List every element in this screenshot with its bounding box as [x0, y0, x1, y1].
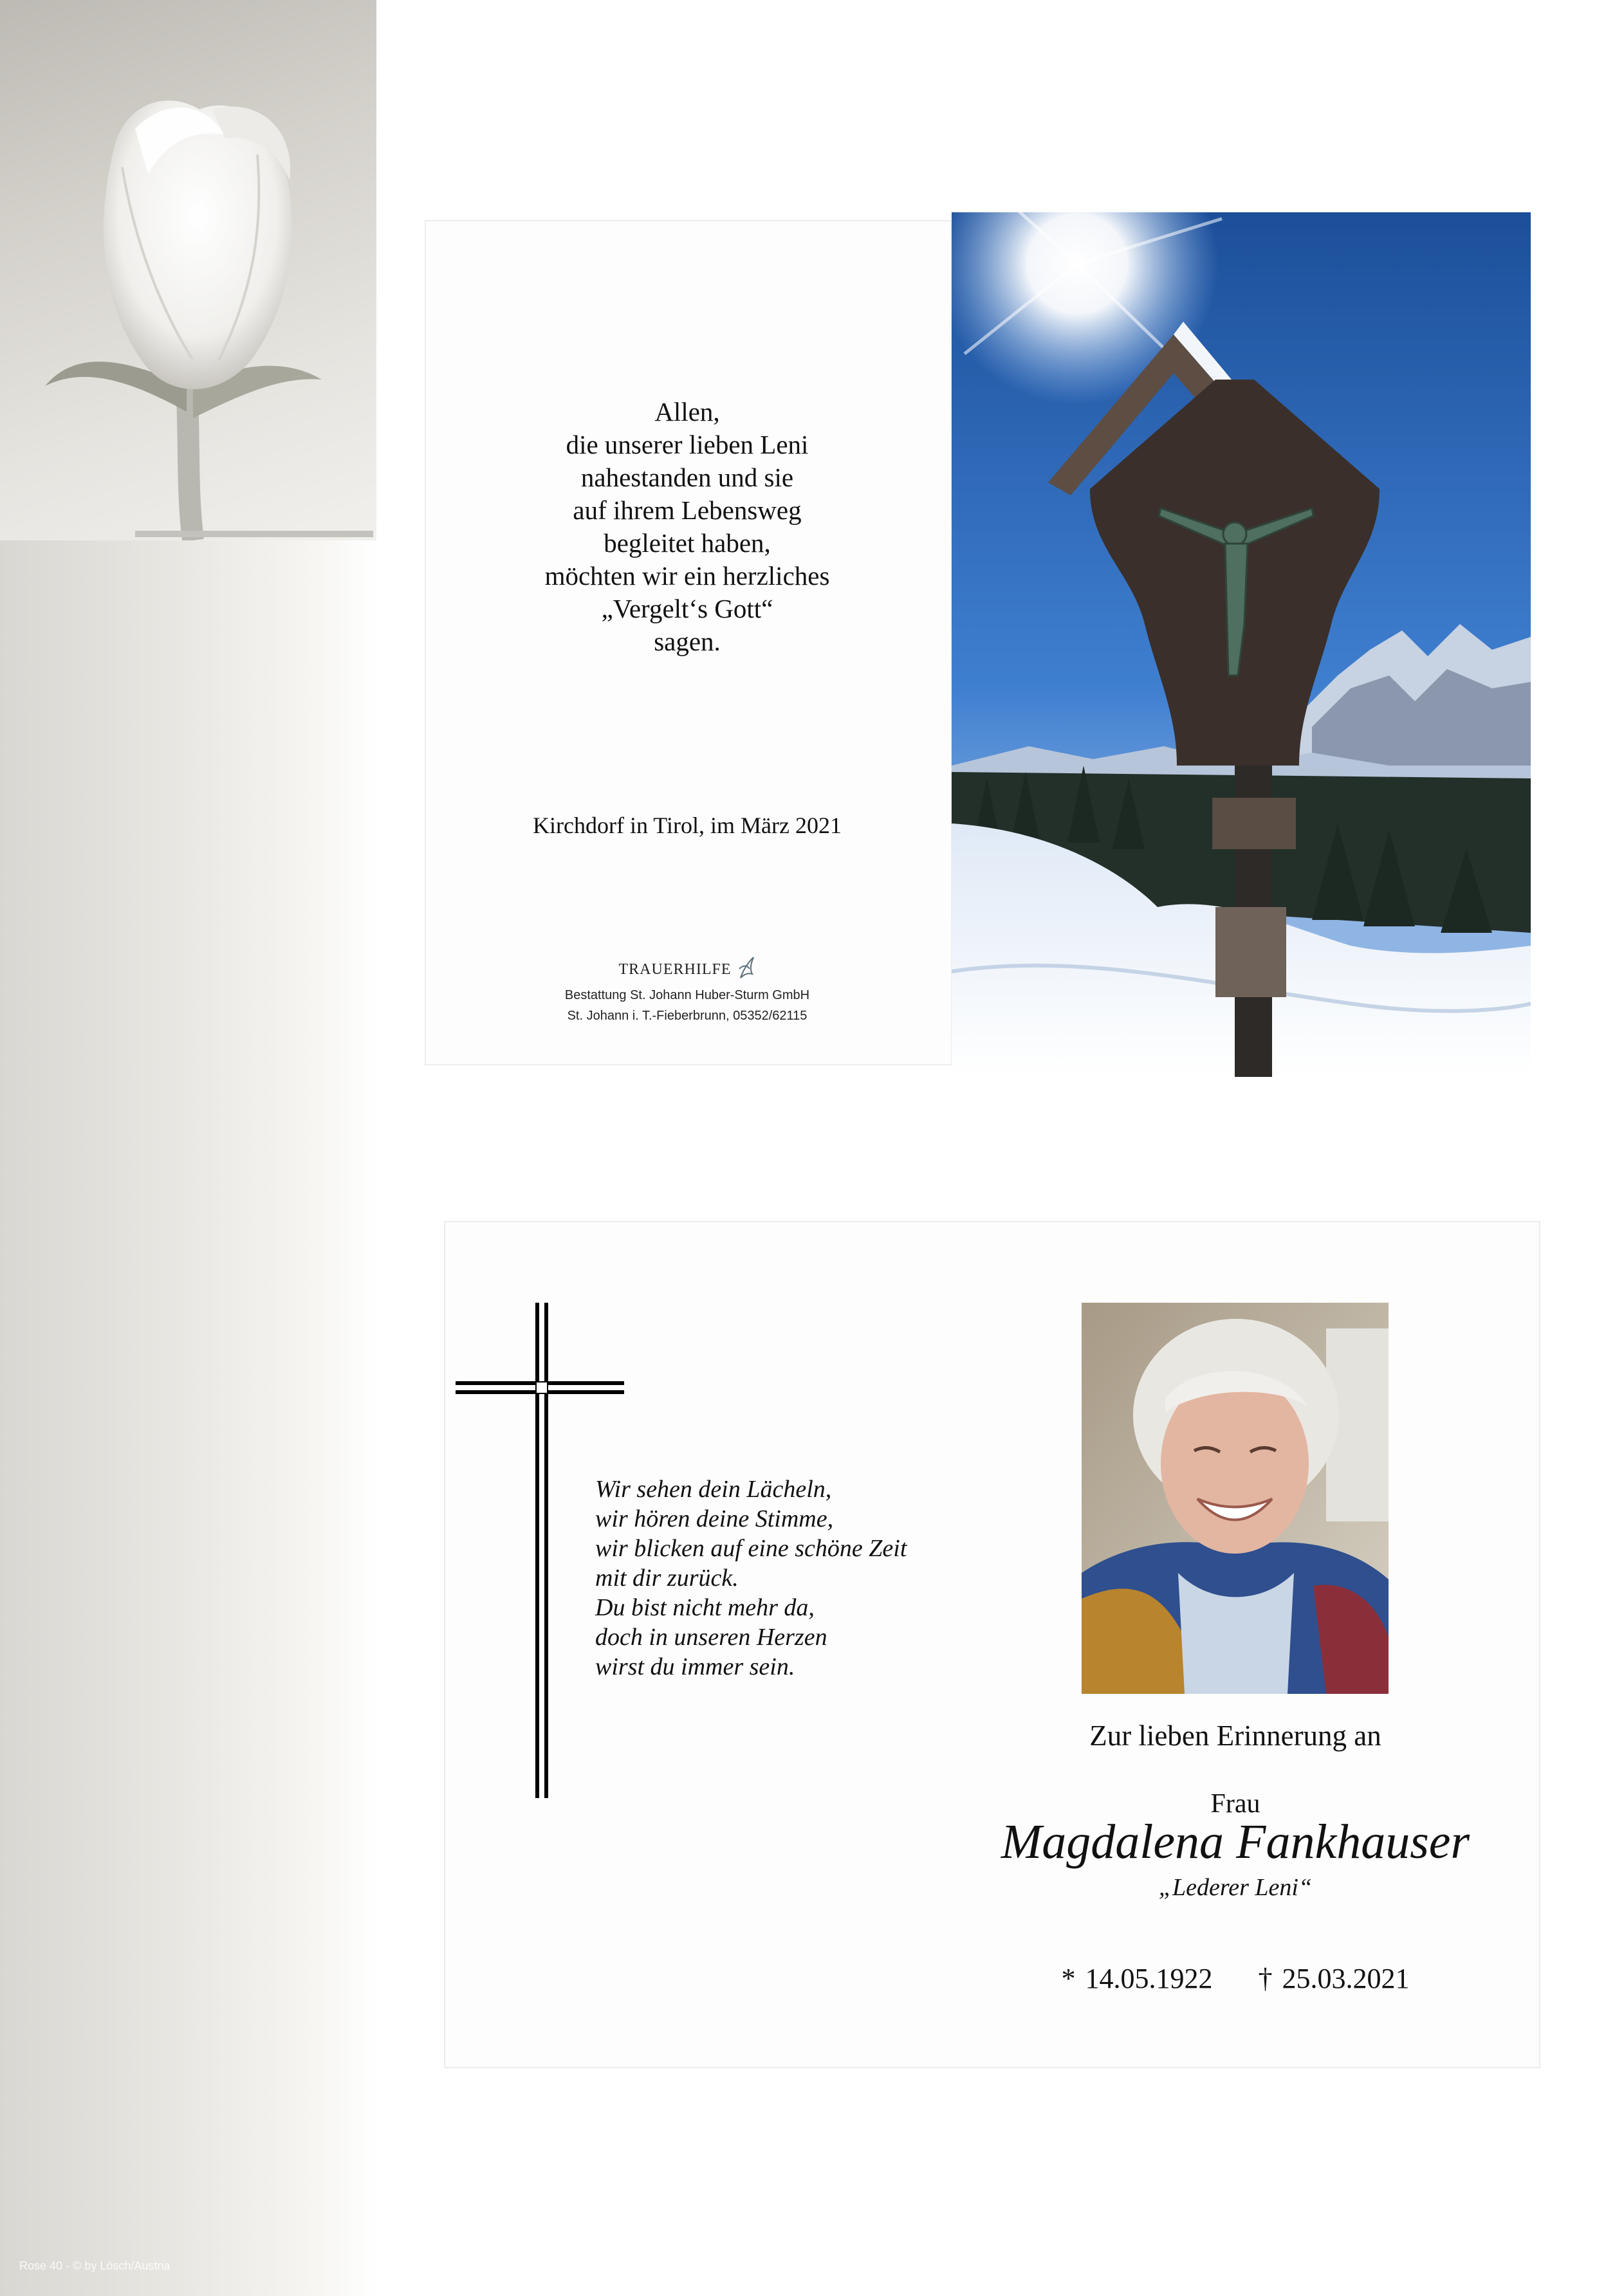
poem-line: Wir sehen dein Lächeln,	[595, 1476, 832, 1503]
funeral-home-name: TRAUERHILFE	[618, 961, 732, 978]
rose-image	[0, 0, 376, 540]
place-date: Kirchdorf in Tirol, im März 2021	[533, 813, 842, 838]
thanks-line: auf ihrem Lebensweg	[573, 495, 802, 525]
thank-you-text	[425, 396, 950, 658]
memorial-title: Zur lieben Erinnerung an	[1089, 1720, 1381, 1752]
poem-line: Du bist nicht mehr da,	[595, 1594, 815, 1621]
decorative-sidebar	[0, 0, 376, 2296]
salutation: Frau	[1210, 1789, 1260, 1819]
dove-icon	[737, 955, 756, 985]
death-date: † 25.03.2021	[1258, 1963, 1410, 1994]
copyright-notice: Rose 40 - © by Lösch/Austria	[19, 2259, 171, 2272]
memorial-poem	[595, 1474, 907, 1682]
poem-line: wir blicken auf eine schöne Zeit	[595, 1535, 907, 1562]
wayside-cross-photo	[952, 212, 1531, 1077]
portrait-photo	[1082, 1303, 1389, 1694]
thanks-line: sagen.	[654, 627, 721, 656]
poem-line: mit dir zurück.	[595, 1565, 739, 1592]
poem-line: wir hören deine Stimme,	[595, 1505, 834, 1532]
funeral-home-brand	[619, 955, 756, 985]
thanks-line: nahestanden und sie	[580, 463, 794, 492]
deceased-name: Magdalena Fankhauser	[1001, 1815, 1470, 1869]
funeral-home-company: Bestattung St. Johann Huber-Sturm GmbH	[564, 988, 810, 1002]
deceased-nickname: „Lederer Leni“	[1158, 1874, 1313, 1901]
thanks-line: die unserer lieben Leni	[566, 430, 809, 459]
funeral-home-info	[425, 955, 950, 1026]
funeral-home-address: St. Johann i. T.-Fieberbrunn, 05352/62115	[567, 1009, 808, 1023]
birth-date: * 14.05.1922	[1061, 1963, 1213, 1994]
life-dates	[984, 1962, 1486, 1995]
poem-line: doch in unseren Herzen	[595, 1624, 827, 1651]
thanks-line: begleitet haben,	[604, 528, 771, 558]
thanks-line: „Vergelt‘s Gott“	[601, 594, 773, 623]
poem-line: wirst du immer sein.	[595, 1653, 795, 1680]
thanks-line: möchten wir ein herzliches	[544, 561, 830, 591]
thanks-line: Allen,	[654, 397, 720, 427]
